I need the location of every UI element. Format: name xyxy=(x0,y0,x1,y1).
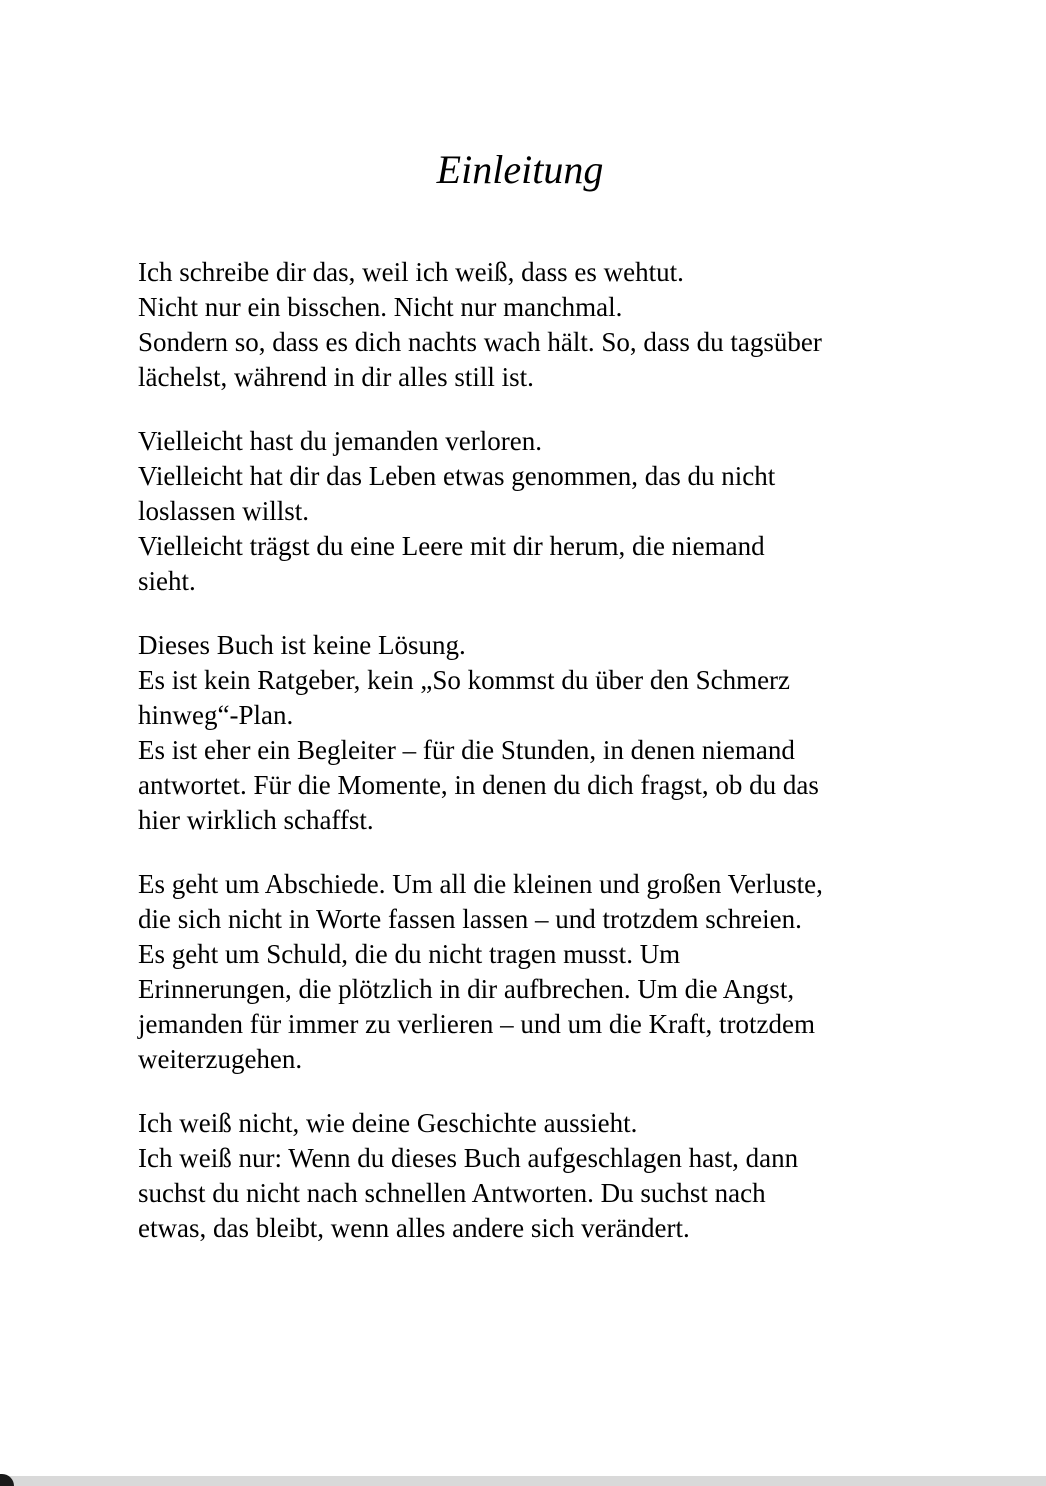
text-line: loslassen willst. xyxy=(138,496,310,526)
text-line: hinweg“-Plan. xyxy=(138,700,294,730)
text-line: lächelst, während in dir alles still ist. xyxy=(138,362,534,392)
text-line: Es geht um Schuld, die du nicht tragen musst. Um xyxy=(138,939,681,969)
paragraph-3 xyxy=(138,628,918,838)
text-line: Ich schreibe dir das, weil ich weiß, dass es wehtut. xyxy=(138,257,684,287)
text-line: weiterzugehen. xyxy=(138,1044,303,1074)
text-line: jemanden für immer zu verlieren – und um die Kraft, trotzdem xyxy=(138,1009,816,1039)
text-line: Vielleicht trägst du eine Leere mit dir herum, die niemand xyxy=(138,531,765,561)
page-bottom-edge xyxy=(0,1476,1046,1486)
text-line: Nicht nur ein bisschen. Nicht nur manchmal. xyxy=(138,292,623,322)
text-line: die sich nicht in Worte fassen lassen – und trotzdem schreien. xyxy=(138,904,802,934)
paragraph-1 xyxy=(138,255,918,395)
paragraph-4 xyxy=(138,867,918,1077)
text-line: Erinnerungen, die plötzlich in dir aufbrechen. Um die Angst, xyxy=(138,974,795,1004)
text-line: Ich weiß nur: Wenn du dieses Buch aufgeschlagen hast, dann xyxy=(138,1143,799,1173)
text-line: Dieses Buch ist keine Lösung. xyxy=(138,630,466,660)
text-line: sieht. xyxy=(138,566,196,596)
chapter-body xyxy=(138,255,918,1275)
chapter-title: Einleitung xyxy=(436,147,604,192)
paragraph-2 xyxy=(138,424,918,599)
text-line: hier wirklich schaffst. xyxy=(138,805,374,835)
text-line: suchst du nicht nach schnellen Antworten. Du suchst nach xyxy=(138,1178,766,1208)
text-line: etwas, das bleibt, wenn alles andere sich verändert. xyxy=(138,1213,690,1243)
text-line: Ich weiß nicht, wie deine Geschichte aussieht. xyxy=(138,1108,638,1138)
text-line: Vielleicht hast du jemanden verloren. xyxy=(138,426,542,456)
paragraph-5 xyxy=(138,1106,918,1246)
text-line: antwortet. Für die Momente, in denen du dich fragst, ob du das xyxy=(138,770,819,800)
text-line: Sondern so, dass es dich nachts wach hält. So, dass du tagsüber xyxy=(138,327,822,357)
text-line: Es ist kein Ratgeber, kein „So kommst du über den Schmerz xyxy=(138,665,791,695)
text-line: Es ist eher ein Begleiter – für die Stunden, in denen niemand xyxy=(138,735,795,765)
text-line: Es geht um Abschiede. Um all die kleinen und großen Verluste, xyxy=(138,869,823,899)
text-line: Vielleicht hat dir das Leben etwas genommen, das du nicht xyxy=(138,461,776,491)
